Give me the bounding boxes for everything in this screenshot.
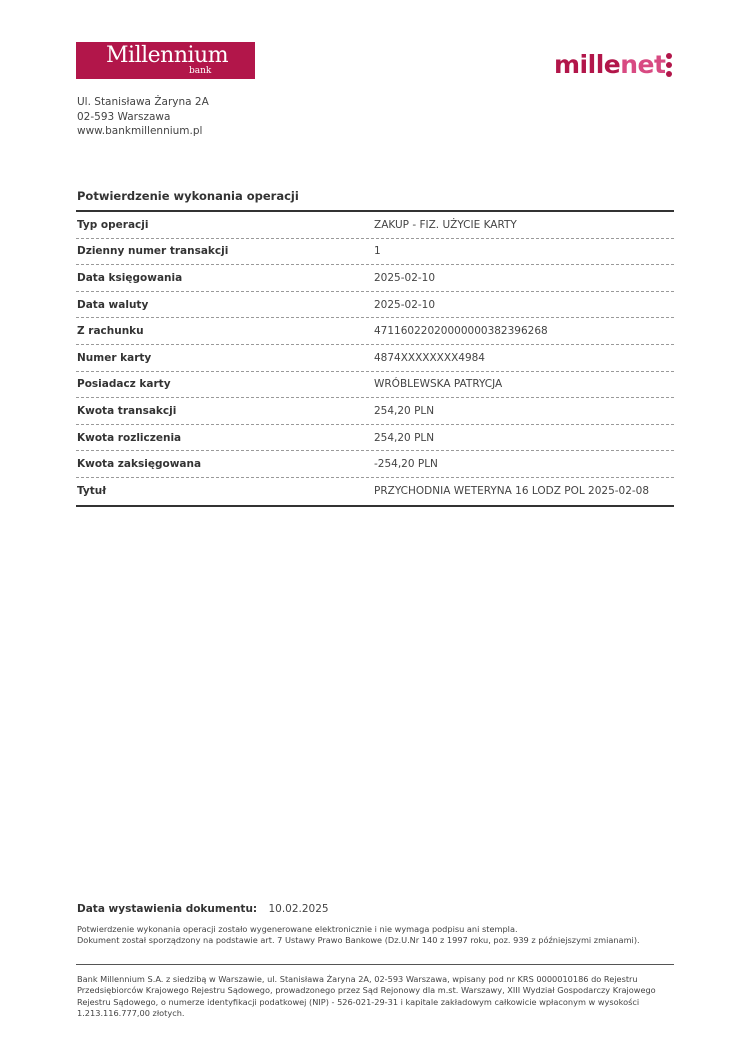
detail-row xyxy=(76,318,674,345)
detail-value: 2025-02-10 xyxy=(374,271,436,284)
detail-row xyxy=(76,372,674,399)
millenet-logo-part2: net xyxy=(620,50,666,79)
millenet-dots-icon xyxy=(666,53,673,77)
detail-row xyxy=(76,265,674,292)
detail-row xyxy=(76,292,674,319)
detail-label: Data księgowania xyxy=(77,271,183,284)
detail-label: Numer karty xyxy=(77,351,152,364)
bank-logo-sub: bank xyxy=(189,66,212,76)
transaction-details-table xyxy=(76,210,674,507)
detail-value: 254,20 PLN xyxy=(374,431,435,444)
detail-label: Kwota zaksięgowana xyxy=(77,458,202,471)
millenet-logo xyxy=(554,50,665,80)
detail-row xyxy=(76,345,674,372)
detail-row xyxy=(76,239,674,266)
detail-label: Tytuł xyxy=(77,485,107,498)
address-website: www.bankmillennium.pl xyxy=(77,125,203,137)
detail-value: 1 xyxy=(374,245,381,258)
detail-value: WRÓBLEWSKA PATRYCJA xyxy=(374,378,503,391)
detail-value: 47116022020000000382396268 xyxy=(374,325,548,338)
detail-label: Posiadacz karty xyxy=(77,378,171,391)
millenet-logo-part1: mille xyxy=(554,50,621,79)
detail-value: ZAKUP - FIZ. UŻYCIE KARTY xyxy=(374,218,517,231)
footer-divider xyxy=(76,964,674,965)
disclaimer-line-1: Potwierdzenie wykonania operacji zostało wygenerowane elektronicznie i nie wymaga podpisu ani stempla. xyxy=(77,924,518,934)
bank-address xyxy=(77,95,209,139)
detail-label: Dzienny numer transakcji xyxy=(77,245,229,258)
bank-logo-name: Millennium xyxy=(106,43,229,68)
detail-value: PRZYCHODNIA WETERYNA 16 LODZ POL 2025-02-08 xyxy=(374,485,650,498)
issue-date-value: 10.02.2025 xyxy=(268,903,329,915)
detail-value: 2025-02-10 xyxy=(374,298,436,311)
disclaimer xyxy=(77,924,677,947)
issue-date-label: Data wystawienia dokumentu: xyxy=(77,903,258,915)
detail-row xyxy=(76,398,674,425)
detail-row xyxy=(76,212,674,239)
bank-millennium-logo xyxy=(76,42,255,79)
disclaimer-line-2: Dokument został sporządzony na podstawie art. 7 Ustawy Prawo Bankowe (Dz.U.Nr 140 z 1997 roku, poz. 939 z późniejszymi zmianami). xyxy=(77,935,640,946)
issue-date xyxy=(77,903,329,915)
detail-value: 4874XXXXXXXX4984 xyxy=(374,351,485,364)
detail-label: Kwota transakcji xyxy=(77,404,177,417)
address-street: Ul. Stanisława Żaryna 2A xyxy=(77,96,209,108)
detail-row xyxy=(76,425,674,452)
detail-value: -254,20 PLN xyxy=(374,458,438,471)
detail-row xyxy=(76,478,674,505)
detail-value: 254,20 PLN xyxy=(374,404,435,417)
detail-label: Kwota rozliczenia xyxy=(77,431,182,444)
detail-label: Z rachunku xyxy=(77,325,144,338)
address-city: 02-593 Warszawa xyxy=(77,110,171,123)
detail-row xyxy=(76,451,674,478)
detail-label: Data waluty xyxy=(77,298,149,311)
document-title: Potwierdzenie wykonania operacji xyxy=(77,189,299,203)
detail-label: Typ operacji xyxy=(77,218,149,231)
footer-legal-text: Bank Millennium S.A. z siedzibą w Warszawie, ul. Stanisława Żaryna 2A, 02-593 Warszawa, wpisany pod nr KRS 0000010186 do Rejestru Przedsiębiorców Krajowego Rejestru Sądowego, prowadzonego przez Sąd Rejonowy dla m.st. Warszawy, XIII Wydział Gospodarczy Krajowego Rejestru Sądowego, o numerze identyfikacji podatkowej (NIP) - 526-021-29-31 i kapitale zakładowym całkowicie wpłaconym w wysokości 1.213.116.777,00 złotych. xyxy=(77,974,656,1018)
